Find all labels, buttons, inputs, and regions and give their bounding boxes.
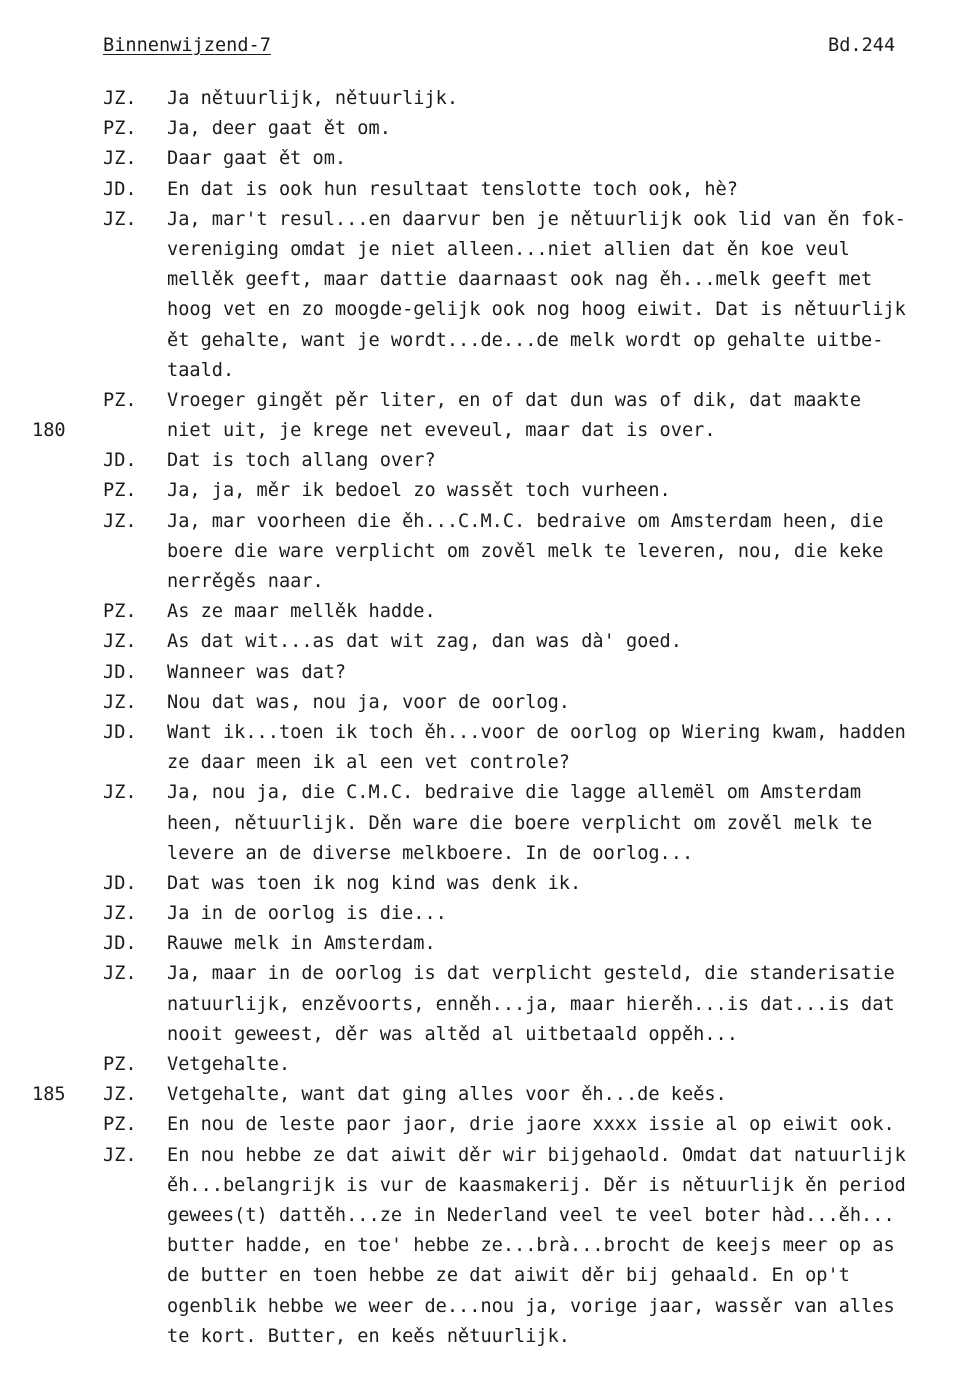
speaker-label: JZ.	[103, 1084, 137, 1106]
utterance-text: niet uit, je krege net eveveul, maar dat is over.	[167, 420, 716, 442]
utterance-text: ze daar meen ik al een vet controle?	[167, 752, 570, 774]
transcript-line	[0, 658, 979, 688]
transcript-line	[0, 175, 979, 205]
line-number: 185	[32, 1084, 66, 1106]
utterance-text: boere die ware verplicht om zověl melk te leveren, nou, die keke	[167, 540, 884, 562]
speaker-label: JD.	[103, 661, 137, 683]
transcript-line	[0, 476, 979, 506]
transcript-line	[0, 1080, 979, 1110]
utterance-text: As dat wit...as dat wit zag, dan was dà' goed.	[167, 631, 682, 653]
transcript-line	[0, 688, 979, 718]
transcript-line	[0, 718, 979, 748]
transcript-line	[0, 84, 979, 114]
transcript-line	[0, 567, 979, 597]
transcript-line	[0, 356, 979, 386]
transcript-line	[0, 1201, 979, 1231]
speaker-label: PZ.	[103, 1114, 137, 1136]
transcript-line	[0, 1261, 979, 1291]
transcript-line	[0, 537, 979, 567]
utterance-text: taald.	[167, 359, 235, 381]
transcript-line	[0, 416, 979, 446]
transcript-line	[0, 235, 979, 265]
speaker-label: JD.	[103, 721, 137, 743]
speaker-label: JZ.	[103, 963, 137, 985]
speaker-label: JZ.	[103, 208, 137, 230]
utterance-text: nerrěgěs naar.	[167, 571, 324, 592]
transcript-line	[0, 295, 979, 325]
utterance-text: Nou dat was, nou ja, voor de oorlog.	[167, 691, 570, 713]
speaker-label: PZ.	[103, 1054, 137, 1075]
utterance-text: ogenblik hebbe we weer de...nou ja, vorige jaar, wassěr van alles	[167, 1295, 895, 1317]
transcript-line	[0, 929, 979, 959]
speaker-label: JZ.	[103, 631, 137, 653]
utterance-text: Ja in de oorlog is die...	[167, 903, 447, 925]
utterance-text: Dat was toen ik nog kind was denk ik.	[167, 872, 582, 894]
utterance-text: Ja, deer gaat ět om.	[167, 118, 391, 140]
transcript-line	[0, 1110, 979, 1140]
utterance-text: ěh...belangrijk is vur de kaasmakerij. Děr is nětuurlijk ěn period	[167, 1174, 906, 1196]
speaker-label: JD.	[103, 450, 137, 472]
transcript-line	[0, 1050, 979, 1080]
utterance-text: Want ik...toen ik toch ěh...voor de oorlog op Wiering kwam, hadden	[167, 721, 906, 743]
page-reference: Bd.244	[828, 35, 896, 56]
document-title: Binnenwijzend-7	[103, 35, 271, 56]
utterance-text: En nou hebbe ze dat aiwit děr wir bijgehaold. Omdat dat natuurlijk	[167, 1144, 906, 1166]
utterance-text: Ja, nou ja, die C.M.C. bedraive die lagge allemël om Amsterdam	[167, 782, 862, 804]
utterance-text: te kort. Butter, en keěs nětuurlijk.	[167, 1325, 570, 1347]
utterance-text: vereniging omdat je niet alleen...niet allien dat ěn koe veul	[167, 238, 850, 260]
transcript-line	[0, 265, 979, 295]
utterance-text: Wanneer was dat?	[167, 661, 347, 683]
transcript-line	[0, 1141, 979, 1171]
speaker-label: JZ.	[103, 782, 137, 804]
utterance-text: levere an de diverse melkboere. In de oorlog...	[167, 842, 694, 864]
transcript-line	[0, 1292, 979, 1322]
utterance-text: Ja, maar in de oorlog is dat verplicht gesteld, die standerisatie	[167, 963, 895, 985]
utterance-text: Ja nětuurlijk, nětuurlijk.	[167, 88, 459, 109]
transcript-line	[0, 839, 979, 869]
transcript-lines	[0, 84, 979, 1352]
utterance-text: Vroeger gingět pěr liter, en of dat dun was of dik, dat maakte	[167, 389, 862, 411]
speaker-label: PZ.	[103, 389, 137, 411]
utterance-text: Vetgehalte, want dat ging alles voor ěh...de keěs.	[167, 1084, 727, 1106]
transcript-line	[0, 778, 979, 808]
speaker-label: PZ.	[103, 480, 137, 502]
utterance-text: Dat is toch allang over?	[167, 450, 436, 472]
speaker-label: JZ.	[103, 510, 137, 532]
transcript-line	[0, 809, 979, 839]
utterance-text: ět gehalte, want je wordt...de...de melk wordt op gehalte uitbe-	[167, 329, 884, 351]
transcript-line	[0, 144, 979, 174]
utterance-text: En dat is ook hun resultaat tenslotte toch ook, hè?	[167, 178, 738, 200]
transcript-line	[0, 1171, 979, 1201]
utterance-text: Rauwe melk in Amsterdam.	[167, 933, 436, 955]
utterance-text: Vetgehalte.	[167, 1054, 291, 1075]
transcript-line	[0, 899, 979, 929]
transcript-line	[0, 114, 979, 144]
transcript-line	[0, 507, 979, 537]
utterance-text: As ze maar mellěk hadde.	[167, 601, 436, 623]
transcript-line	[0, 869, 979, 899]
utterance-text: natuurlijk, enzěvoorts, enněh...ja, maar hierěh...is dat...is dat	[167, 993, 895, 1015]
transcript-line	[0, 627, 979, 657]
utterance-text: nooit geweest, děr was altěd al uitbetaald oppěh...	[167, 1023, 738, 1045]
speaker-label: JD.	[103, 872, 137, 894]
speaker-label: JD.	[103, 178, 137, 200]
speaker-label: JD.	[103, 933, 137, 955]
transcript-line	[0, 446, 979, 476]
transcript-line	[0, 1322, 979, 1352]
speaker-label: JZ.	[103, 88, 137, 109]
utterance-text: gewees(t) dattěh...ze in Nederland veel te veel boter hàd...ěh...	[167, 1204, 895, 1226]
utterance-text: Ja, mar voorheen die ěh...C.M.C. bedraive om Amsterdam heen, die	[167, 510, 884, 532]
transcript-line	[0, 326, 979, 356]
utterance-text: hoog vet en zo moogde-gelijk ook nog hoog eiwit. Dat is nětuurlijk	[167, 299, 906, 321]
transcript-line	[0, 386, 979, 416]
utterance-text: Ja, mar't resul...en daarvur ben je nětuurlijk ook lid van ěn fok-	[167, 208, 906, 230]
transcript-line	[0, 959, 979, 989]
speaker-label: JZ.	[103, 1144, 137, 1166]
speaker-label: PZ.	[103, 601, 137, 623]
transcript-line	[0, 748, 979, 778]
line-number: 180	[32, 420, 66, 442]
transcript-line	[0, 1231, 979, 1261]
transcript-line	[0, 597, 979, 627]
utterance-text: heen, nětuurlijk. Děn ware die boere verplicht om zověl melk te	[167, 812, 873, 834]
speaker-label: PZ.	[103, 118, 137, 140]
transcript-line	[0, 990, 979, 1020]
transcript-line	[0, 205, 979, 235]
utterance-text: Ja, ja, měr ik bedoel zo wassět toch vurheen.	[167, 480, 671, 502]
speaker-label: JZ.	[103, 691, 137, 713]
utterance-text: En nou de leste paor jaor, drie jaore xxxx issie al op eiwit ook.	[167, 1114, 895, 1136]
transcript-line	[0, 1020, 979, 1050]
utterance-text: de butter en toen hebbe ze dat aiwit děr bij gehaald. En op't	[167, 1265, 850, 1287]
speaker-label: JZ.	[103, 148, 137, 170]
utterance-text: Daar gaat ět om.	[167, 148, 347, 170]
utterance-text: mellěk geeft, maar dattie daarnaast ook nag ěh...melk geeft met	[167, 269, 873, 291]
speaker-label: JZ.	[103, 903, 137, 925]
utterance-text: butter hadde, en toe' hebbe ze...brà...brocht de keejs meer op as	[167, 1235, 895, 1257]
